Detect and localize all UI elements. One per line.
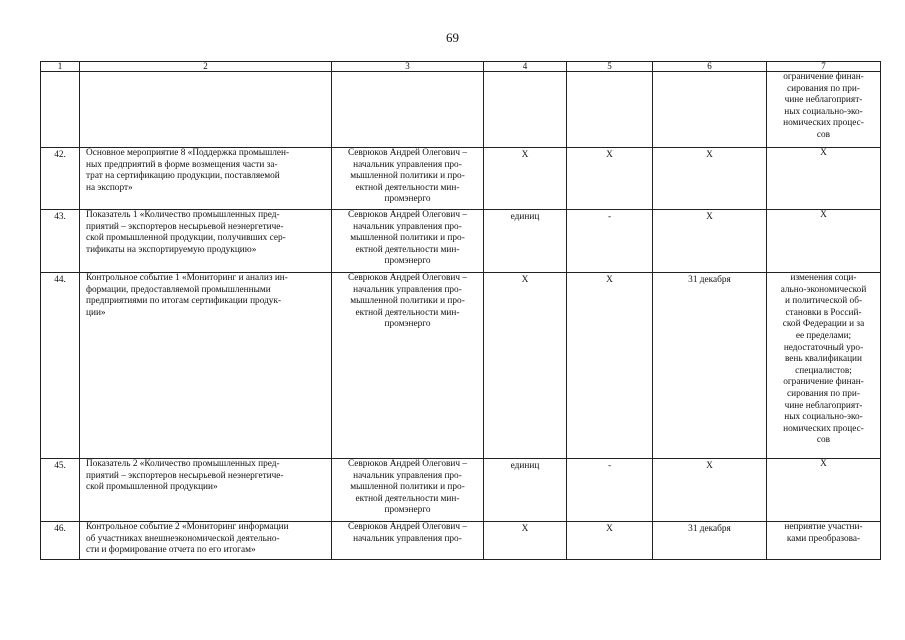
event-name: Контрольное событие 2 «Мониторинг информации об участниках внешнеэкономической деятельно- сти и формирование отчета по его итогам» <box>80 522 332 560</box>
header-cell: 7 <box>767 62 881 72</box>
table-row <box>41 273 881 459</box>
row-number <box>41 72 80 148</box>
risk-cell: ограничение финан- сирования по при- чине неблагоприят- ных социально-эко- номических процес- сов <box>767 72 881 148</box>
unit-cell: единиц <box>484 210 567 273</box>
header-cell: 4 <box>484 62 567 72</box>
risk-cell: X <box>767 148 881 210</box>
unit-cell: X <box>484 273 567 459</box>
table-row <box>41 210 881 273</box>
row-number: 45. <box>41 459 80 522</box>
value-cell: X <box>567 273 653 459</box>
table-row <box>41 459 881 522</box>
unit-cell <box>484 72 567 148</box>
event-name: Показатель 1 «Количество промышленных пред- приятий – экспортеров несырьевой неэнергетиче- ской промышленной продукции, получивших сер- тификаты на экспортируемую продукцию» <box>80 210 332 273</box>
header-cell: 6 <box>653 62 767 72</box>
responsible: Севрюков Андрей Олегович – начальник управления про- мышленной политики и про- ектной деятельности мин- промэнерго <box>332 273 484 459</box>
header-cell: 2 <box>80 62 332 72</box>
header-cell: 3 <box>332 62 484 72</box>
deadline-cell <box>653 72 767 148</box>
row-number: 42. <box>41 148 80 210</box>
deadline-cell: 31 декабря <box>653 522 767 560</box>
unit-cell: X <box>484 522 567 560</box>
responsible: Севрюков Андрей Олегович – начальник управления про- мышленной политики и про- ектной деятельности мин- промэнерго <box>332 148 484 210</box>
event-name: Контрольное событие 1 «Мониторинг и анализ ин- формации, предоставляемой промышленными предприятиями по итогам сертификации продук- ции» <box>80 273 332 459</box>
responsible: Севрюков Андрей Олегович – начальник управления про- <box>332 522 484 560</box>
page-number: 69 <box>446 30 459 45</box>
unit-cell: X <box>484 148 567 210</box>
value-cell: X <box>567 522 653 560</box>
risk-cell: X <box>767 459 881 522</box>
risk-cell: X <box>767 210 881 273</box>
event-name: Показатель 2 «Количество промышленных пред- приятий – экспортеров несырьевой неэнергетиче- ской промышленной продукции» <box>80 459 332 522</box>
header-cell: 5 <box>567 62 653 72</box>
event-name: Основное мероприятие 8 «Поддержка промышлен- ных предприятий в форме возмещения части за- трат на сертификацию продукции, поставляемой на экспорт» <box>80 148 332 210</box>
header-cell: 1 <box>41 62 80 72</box>
deadline-cell: X <box>653 210 767 273</box>
deadline-cell: X <box>653 148 767 210</box>
risk-cell: изменения соци- ально-экономической и политической об- становки в Россий- ской Федерации и за ее пределами; недостаточный уро- вень квалификации специалистов; ограничение финан- сирования по при- чине неблагоприят- ных социально-эко- номических процес- сов <box>767 273 881 459</box>
deadline-cell: 31 декабря <box>653 273 767 459</box>
event-name <box>80 72 332 148</box>
unit-cell: единиц <box>484 459 567 522</box>
risk-cell: неприятие участни- ками преобразова- <box>767 522 881 560</box>
row-number: 46. <box>41 522 80 560</box>
table-row <box>41 148 881 210</box>
responsible <box>332 72 484 148</box>
row-number: 44. <box>41 273 80 459</box>
row-number: 43. <box>41 210 80 273</box>
value-cell: - <box>567 459 653 522</box>
table-row <box>41 522 881 560</box>
value-cell: X <box>567 148 653 210</box>
responsible: Севрюков Андрей Олегович – начальник управления про- мышленной политики и про- ектной деятельности мин- промэнерго <box>332 210 484 273</box>
deadline-cell: X <box>653 459 767 522</box>
table-row <box>41 72 881 148</box>
plan-table <box>40 61 881 560</box>
responsible: Севрюков Андрей Олегович – начальник управления про- мышленной политики и про- ектной деятельности мин- промэнерго <box>332 459 484 522</box>
header-row <box>41 62 881 72</box>
value-cell: - <box>567 210 653 273</box>
value-cell <box>567 72 653 148</box>
